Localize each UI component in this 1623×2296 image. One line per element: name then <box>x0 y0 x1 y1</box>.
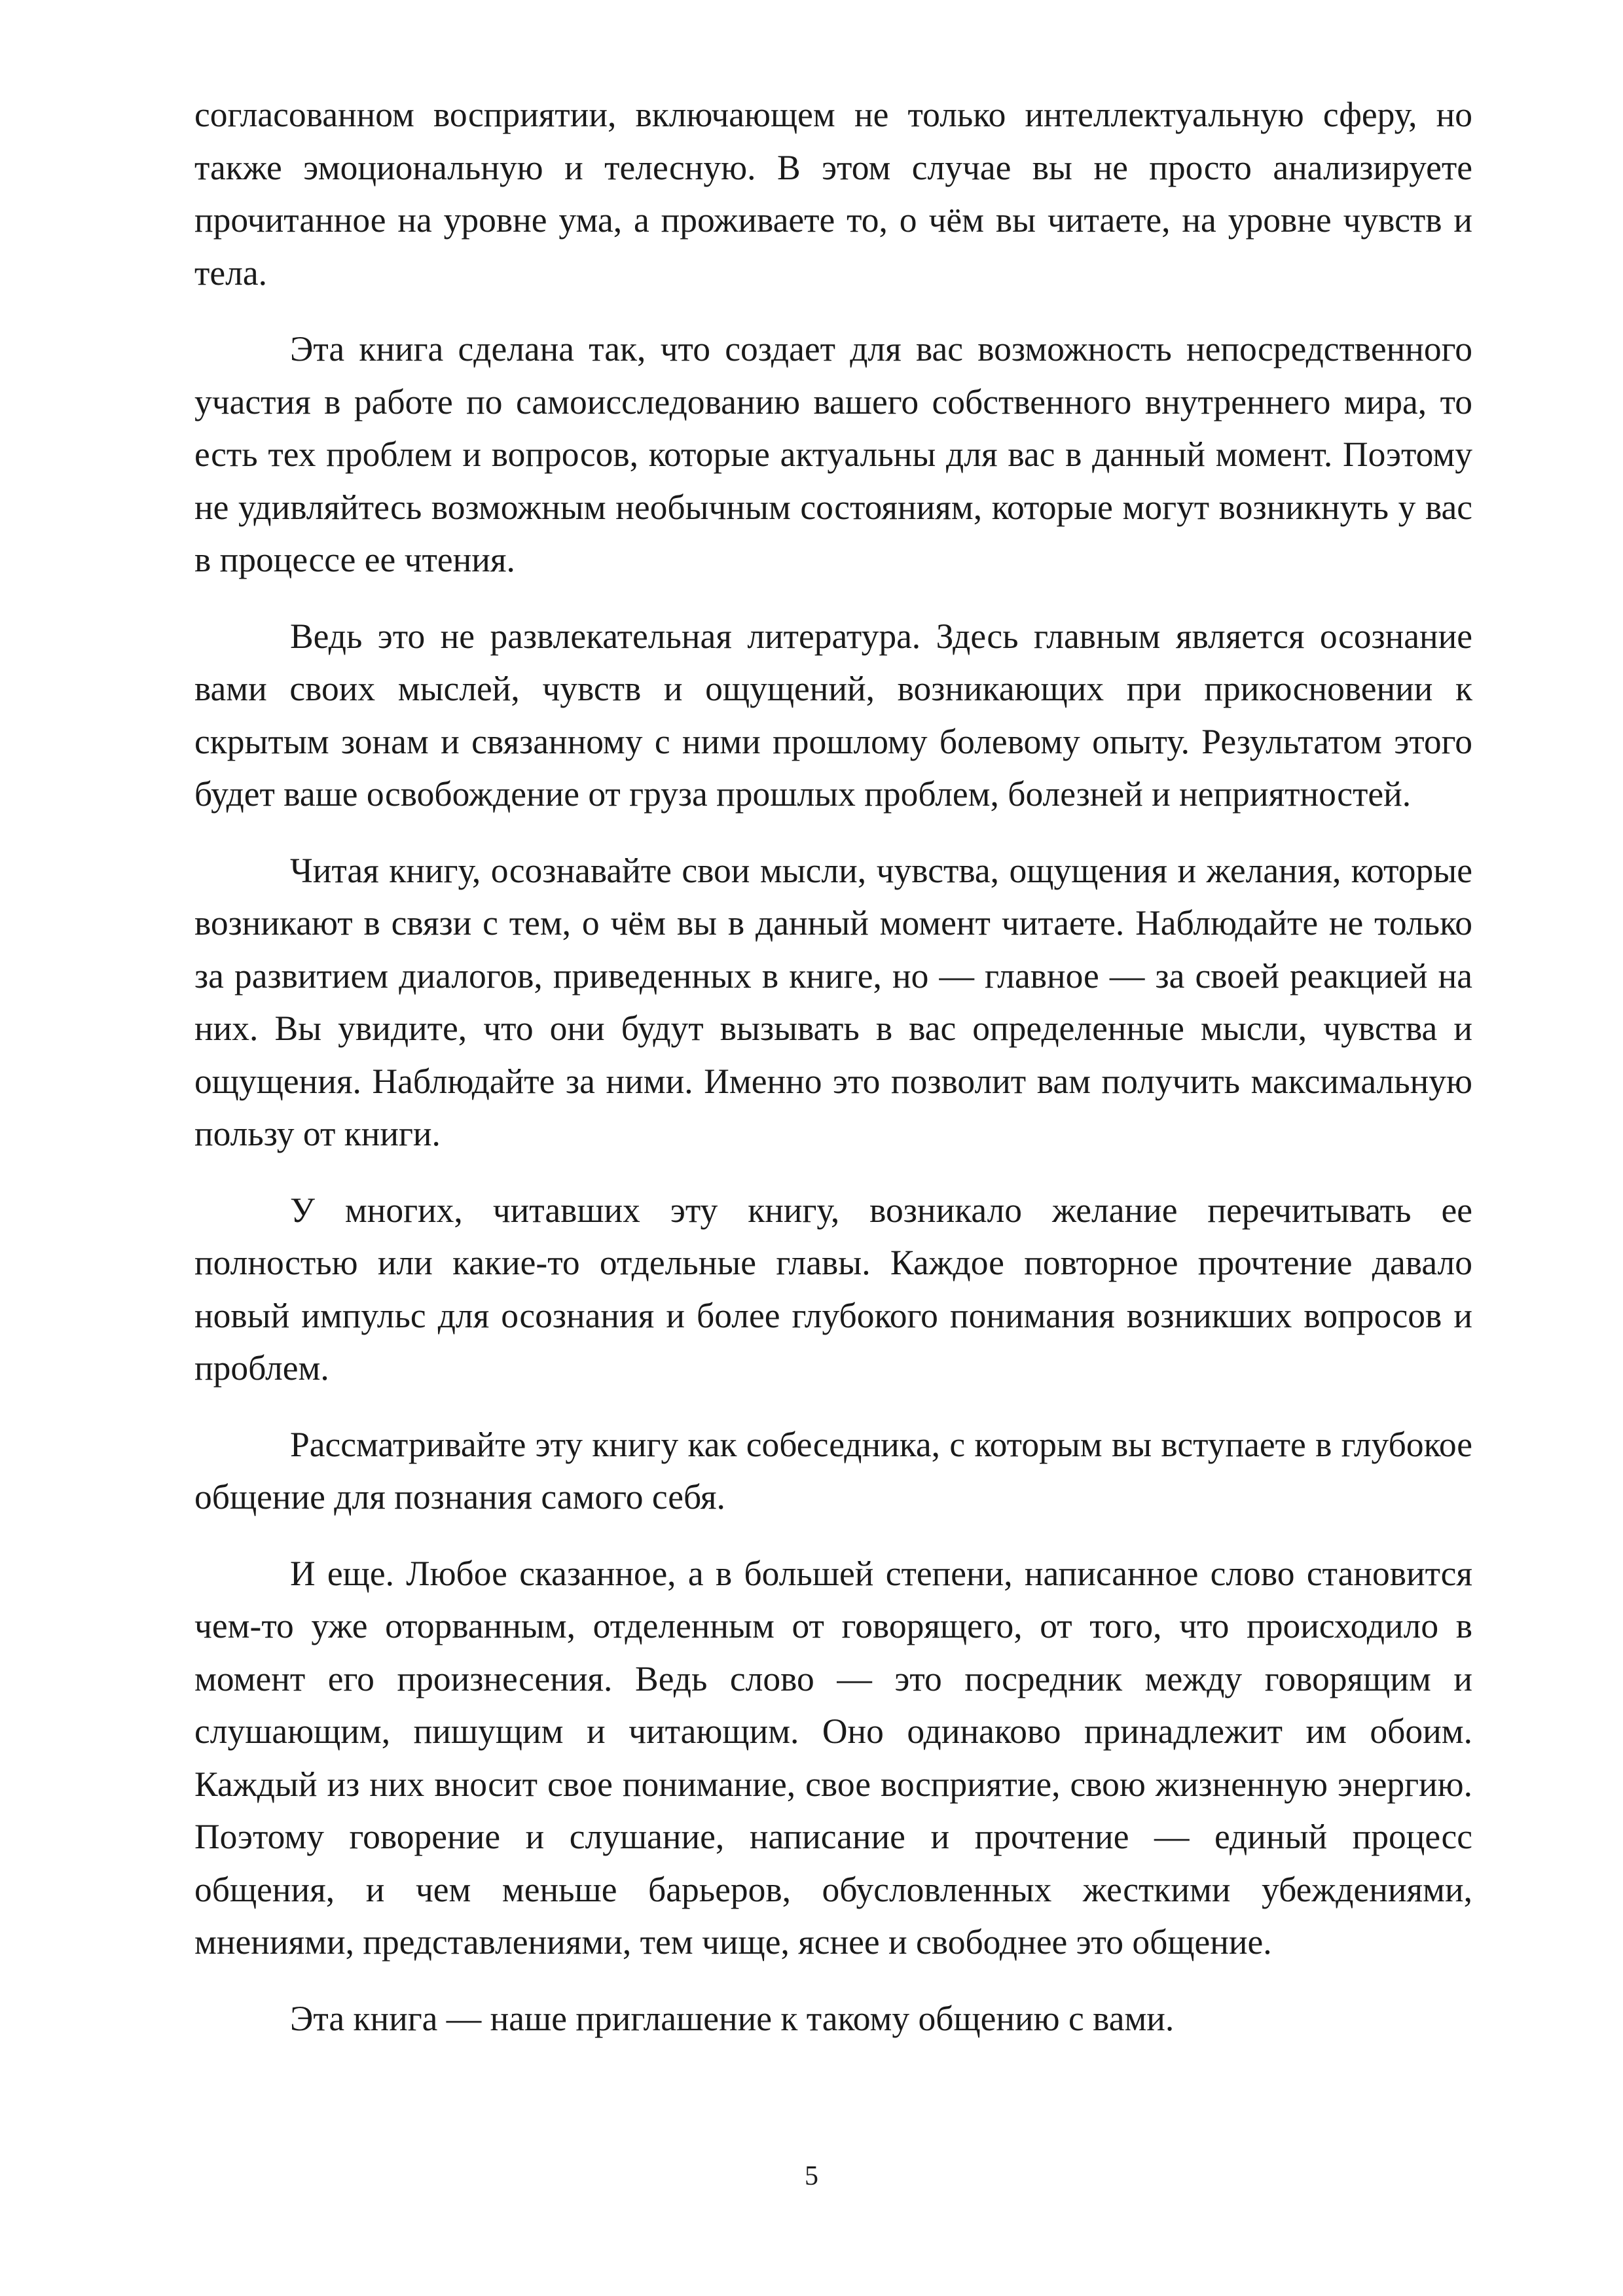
paragraph: Эта книга — наше приглашение к такому общению с вами. <box>290 1998 1175 2038</box>
paragraph: Читая книгу, осознавайте свои мысли, чувства, ощущения и желания, которые возникают в связи с тем, о чём вы в данный момент читаете. Наблюдайте не только за развитием диалогов, приведенных в книге, но — главное — за своей реакцией на них. Вы увидите, что они будут вызывать в вас определенные мысли, чувства и ощущения. Наблюдайте за ними. Именно это позволит вам получить максимальную пользу от книги. <box>194 850 1472 1153</box>
paragraph: Рассматривайте эту книгу как собеседника, с которым вы вступаете в глубокое общение для познания самого себя. <box>194 1424 1472 1516</box>
paragraph-continuation: согласованном восприятии, включающем не только интеллектуальную сферу, но также эмоциональную и телесную. В этом случае вы не просто анализируете прочитанное на уровне ума, а проживаете то, о чём вы читаете, на уровне чувств и тела. <box>194 95 1472 293</box>
paragraph: Ведь это не развлекательная литература. Здесь главным является осознание вами своих мыслей, чувств и ощущений, возникающих при прикосновении к скрытым зонам и связанному с ними прошлому болевому опыту. Результатом этого будет ваше освобождение от груза прошлых проблем, болезней и неприятностей. <box>194 616 1472 814</box>
paragraph: И еще. Любое сказанное, а в большей степени, написанное слово становится чем-то уже оторванным, отделенным от говорящего, от того, что происходило в момент его произнесения. Ведь слово — это посредник между говорящим и слушающим, пишущим и читающим. Оно одинаково принадлежит им обоим. Каждый из них вносит свое понимание, свое восприятие, свою жизненную энергию. Поэтому говорение и слушание, написание и прочтение — единый процесс общения, и чем меньше барьеров, обусловленных жесткими убеждениями, мнениями, представлениями, тем чище, яснее и свободнее это общение. <box>194 1553 1472 1962</box>
paragraph: У многих, читавших эту книгу, возникало желание перечитывать ее полностью или какие-то отдельные главы. Каждое повторное прочтение давало новый импульс для осознания и более глубокого понимания возникших вопросов и проблем. <box>194 1190 1472 1388</box>
page-number: 5 <box>805 2161 818 2191</box>
paragraph: Эта книга сделана так, что создает для вас возможность непосредственного участия в работе по самоисследованию вашего собственного внутреннего мира, то есть тех проблем и вопросов, которые актуальны для вас в данный момент. Поэтому не удивляйтесь возможным необычным состояниям, которые могут возникнуть у вас в процессе ее чтения. <box>194 329 1472 579</box>
body-text <box>194 88 1472 2068</box>
